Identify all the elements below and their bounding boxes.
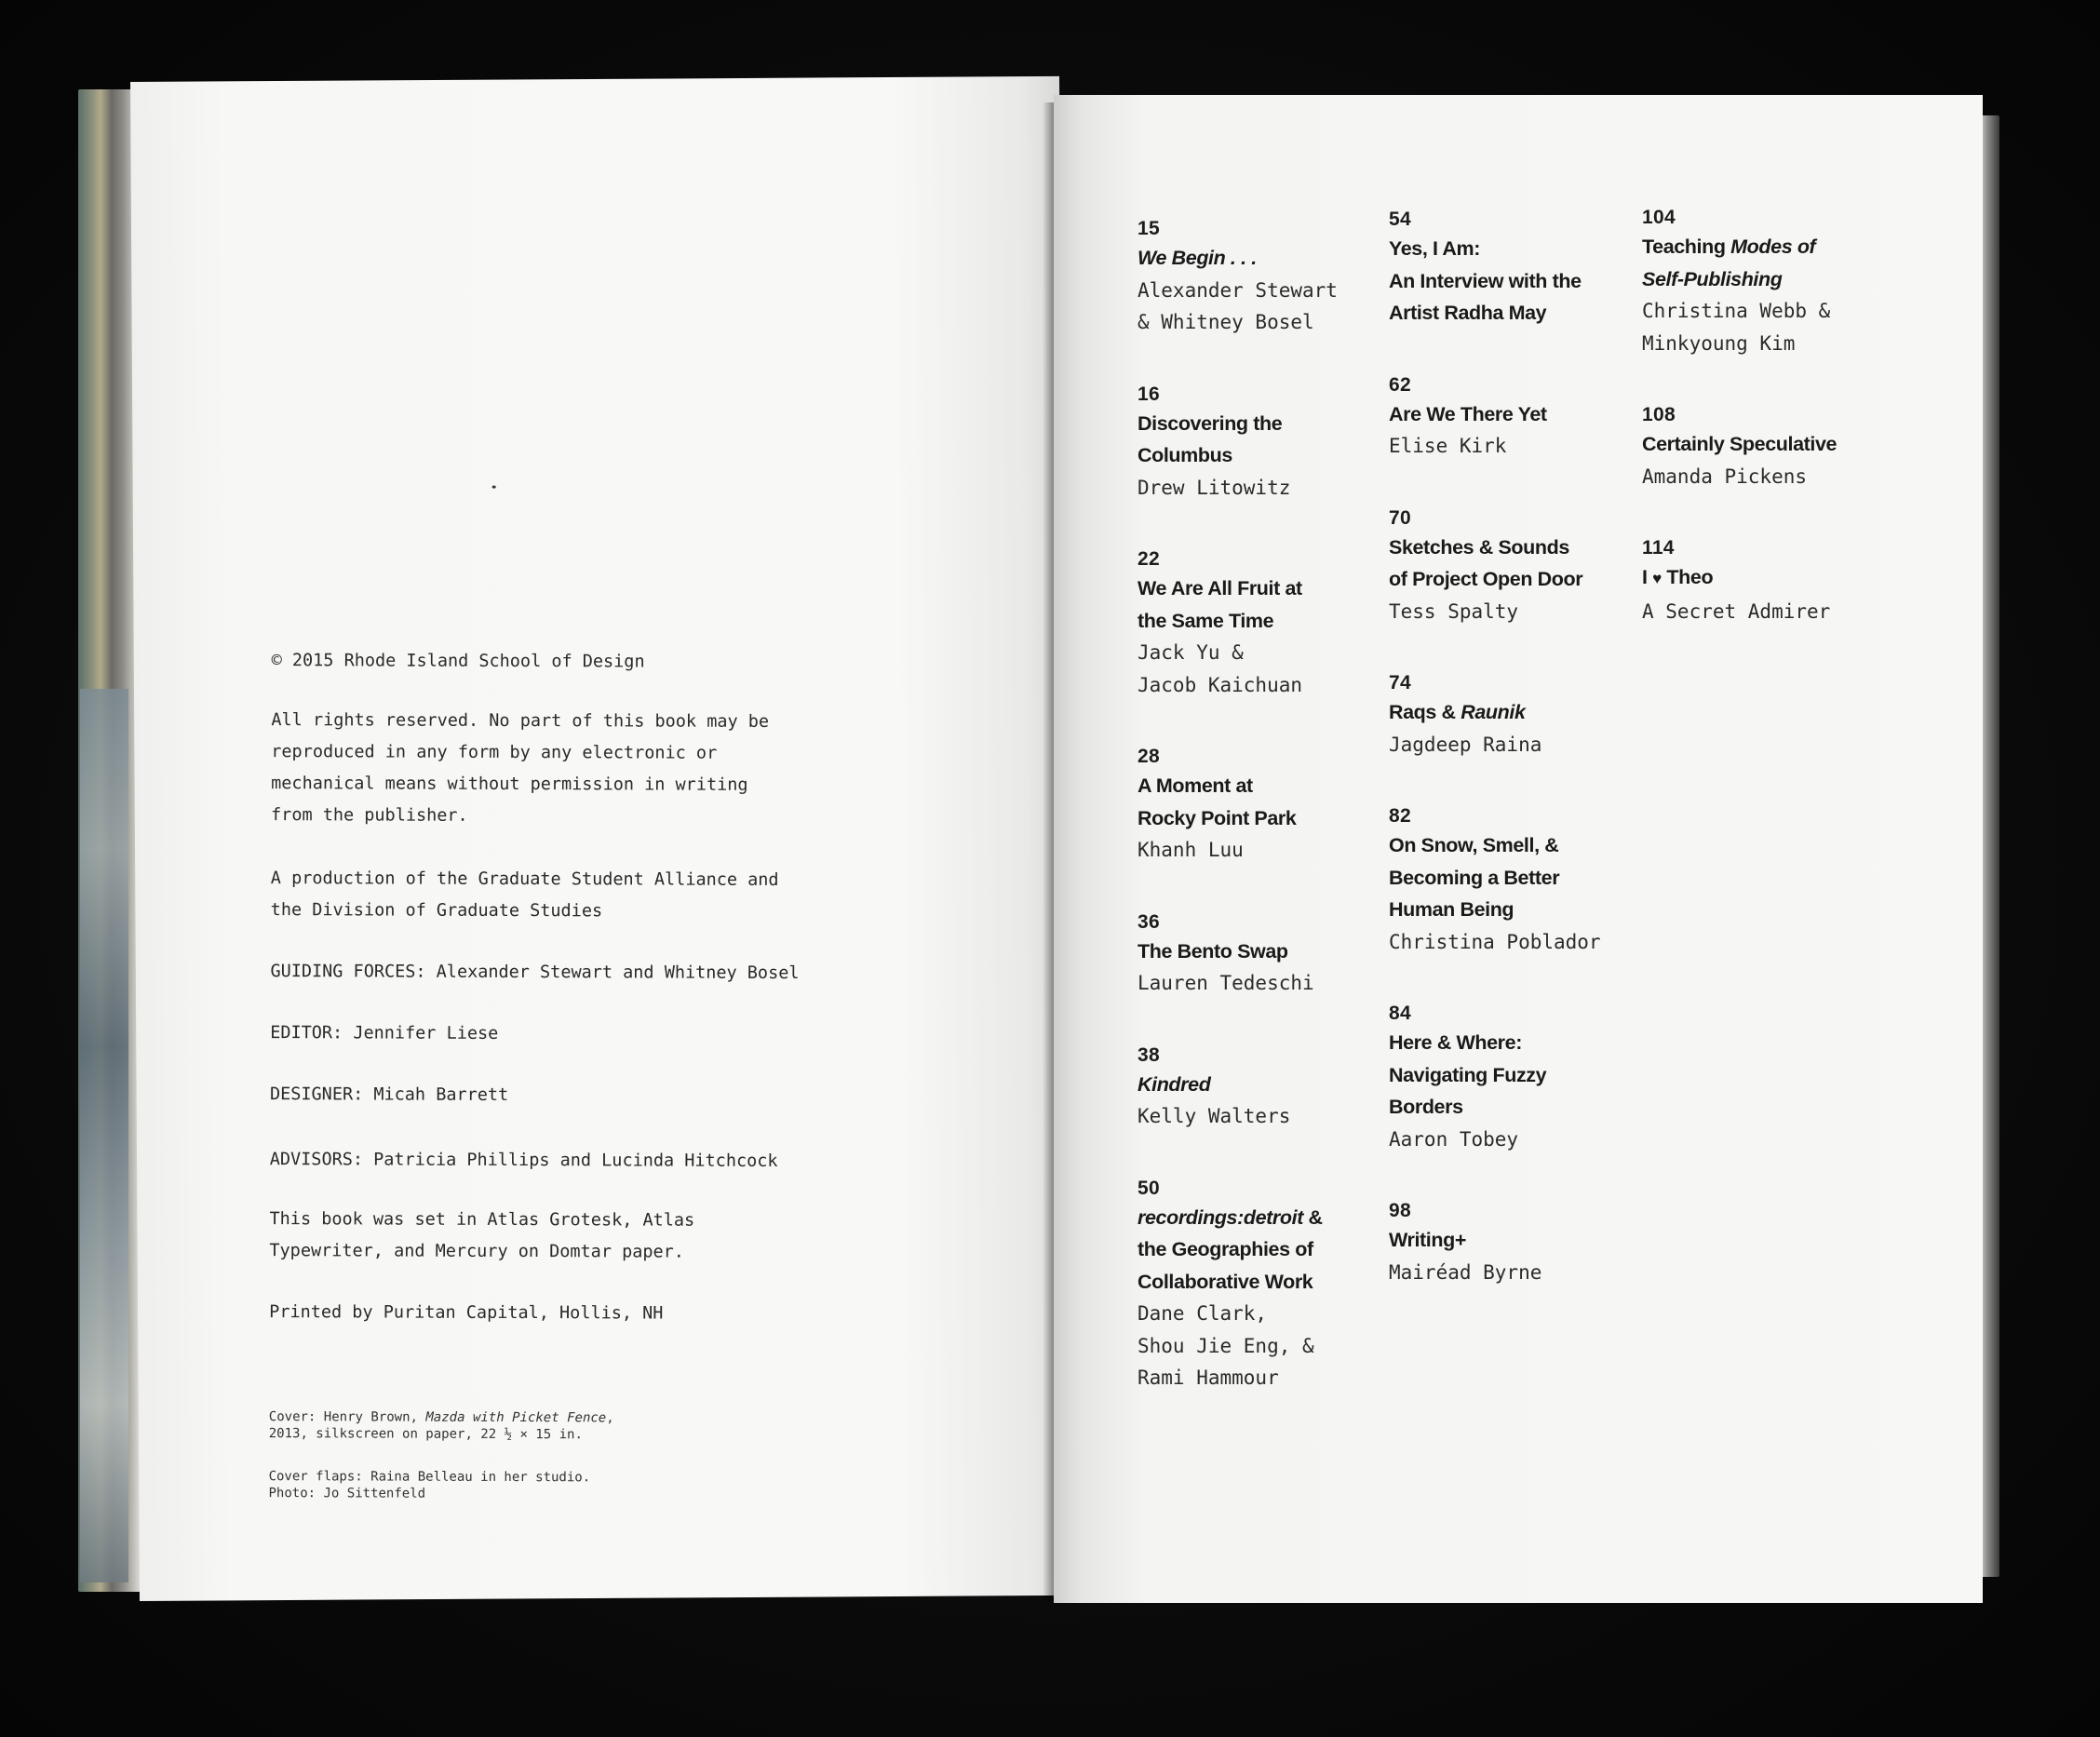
entry-page-number: 28 [1138, 746, 1160, 767]
entry-title: Borders [1389, 1096, 1463, 1118]
entry-page-number: 70 [1389, 506, 1411, 529]
entry-page-number: 50 [1138, 1177, 1160, 1199]
entry-title-italic: Modes of [1730, 236, 1816, 258]
cover-credit-suffix: , [606, 1410, 614, 1426]
rights-line: mechanical means without permission in writing [271, 774, 748, 795]
entry-author: Aaron Tobey [1389, 1127, 1519, 1151]
entry-title: Navigating Fuzzy [1389, 1063, 1547, 1086]
rights-statement [271, 705, 801, 833]
entry-title: A Moment at [1138, 774, 1253, 797]
entry-author: Lauren Tedeschi [1138, 972, 1314, 994]
entry-title: Sketches & Sounds [1389, 535, 1569, 559]
entry-title: On Snow, Smell, & [1389, 834, 1559, 856]
entry-title: the Geographies of [1138, 1238, 1313, 1260]
cover-credit [269, 1408, 798, 1444]
cover-flaps-credit [268, 1468, 797, 1503]
typeset-statement [269, 1204, 798, 1269]
cover-flaps-line: Photo: Jo Sittenfeld [268, 1486, 426, 1501]
entry-title: Certainly Speculative [1642, 433, 1838, 455]
rights-line: All rights reserved. No part of this book may be [271, 710, 770, 732]
entry-title: Kindred [1138, 1072, 1211, 1096]
toc-entry [1642, 535, 1884, 627]
entry-page-number: 84 [1389, 1003, 1411, 1024]
entry-title: Yes, I Am: [1389, 237, 1480, 260]
right-page [1054, 95, 1983, 1603]
entry-title: Raqs & [1389, 701, 1461, 723]
entry-title: I [1642, 566, 1653, 588]
cover-credit-prefix: Cover: Henry Brown, [268, 1409, 426, 1425]
entry-title: Human Being [1389, 898, 1514, 921]
editor-credit: EDITOR: Jennifer Liese [270, 1023, 499, 1044]
advisors-credit: ADVISORS: Patricia Phillips and Lucinda Hitchcock [269, 1150, 778, 1171]
toc-entry [1389, 372, 1631, 463]
entry-author: Drew Litowitz [1138, 476, 1291, 499]
entry-title: We Are All Fruit at [1138, 577, 1302, 599]
entry-title: We Begin . . . [1138, 247, 1257, 269]
toc-entry [1138, 909, 1380, 1000]
entry-page-number: 54 [1389, 209, 1411, 230]
toc-entry [1138, 382, 1380, 505]
entry-page-number: 15 [1138, 218, 1160, 239]
toc-entry [1389, 1001, 1631, 1155]
entry-author: Khanh Luu [1138, 839, 1244, 861]
entry-author: Christina Poblador [1389, 930, 1601, 953]
entry-page-number: 114 [1642, 537, 1675, 559]
entry-title: Becoming a Better [1389, 866, 1560, 889]
entry-title: of Project Open Door [1389, 568, 1583, 590]
toc-entry [1138, 1043, 1380, 1133]
toc-entry [1138, 216, 1380, 339]
entry-title: Columbus [1138, 444, 1232, 466]
entry-author: Elise Kirk [1389, 435, 1507, 457]
typeset-line: This book was set in Atlas Grotesk, Atlas [269, 1209, 695, 1231]
toc-entry [1389, 505, 1631, 628]
entry-title: Discovering the [1138, 411, 1283, 435]
entry-author: Alexander Stewart [1138, 278, 1338, 302]
entry-title: the Same Time [1138, 609, 1274, 632]
entry-page-number: 38 [1138, 1044, 1160, 1066]
entry-title: Collaborative Work [1138, 1270, 1313, 1293]
copyright-line: © 2015 Rhode Island School of Design [271, 651, 645, 672]
toc-entry [1138, 1176, 1380, 1394]
toc-column-1 [1138, 216, 1380, 1437]
entry-author: Jack Yu & [1138, 641, 1244, 664]
entry-page-number: 82 [1389, 805, 1411, 827]
rights-line: from the publisher. [271, 805, 468, 826]
toc-entry [1389, 207, 1631, 330]
entry-page-number: 22 [1138, 548, 1160, 570]
entry-title-italic: Self-Publishing [1642, 267, 1783, 290]
cover-flaps-line: Cover flaps: Raina Belleau in her studio. [268, 1469, 591, 1486]
entry-title: Are We There Yet [1389, 402, 1547, 425]
entry-author: Kelly Walters [1138, 1105, 1291, 1127]
entry-author: Dane Clark, [1138, 1302, 1268, 1325]
entry-page-number: 74 [1389, 672, 1411, 693]
entry-author: Amanda Pickens [1642, 465, 1808, 488]
paper-speck [492, 486, 496, 489]
entry-title: Artist Radha May [1389, 302, 1547, 324]
rights-line: reproduced in any form by any electronic or [271, 742, 718, 763]
left-page [130, 76, 1069, 1601]
entry-author: Jagdeep Raina [1389, 733, 1542, 756]
colophon [268, 645, 800, 1503]
production-line: A production of the Graduate Student Alliance and [270, 868, 779, 890]
entry-page-number: 104 [1642, 207, 1676, 228]
entry-title: Theo [1661, 566, 1714, 588]
toc-entry [1138, 546, 1380, 701]
toc-entry [1642, 205, 1884, 359]
entry-title: Writing+ [1389, 1229, 1466, 1251]
typeset-line: Typewriter, and Mercury on Domtar paper. [269, 1241, 684, 1262]
entry-title-italic: Raunik [1461, 701, 1526, 723]
entry-page-number: 108 [1642, 404, 1676, 425]
cover-flap-photo-edge [80, 689, 128, 1582]
production-line: the Division of Graduate Studies [270, 900, 603, 922]
toc-entry [1642, 402, 1884, 492]
entry-title: Teaching [1642, 236, 1731, 258]
toc-entry [1389, 1198, 1631, 1288]
toc-column-3 [1642, 205, 1884, 670]
toc-entry [1389, 670, 1631, 761]
entry-title: The Bento Swap [1138, 939, 1288, 963]
designer-credit: DESIGNER: Micah Barrett [269, 1084, 509, 1105]
entry-title: Rocky Point Park [1138, 806, 1297, 829]
entry-title: An Interview with the [1389, 269, 1582, 292]
entry-author: Mairéad Byrne [1389, 1260, 1542, 1284]
entry-author: Rami Hammour [1138, 1367, 1279, 1389]
entry-page-number: 98 [1389, 1200, 1411, 1221]
toc-column-2 [1389, 207, 1631, 1331]
entry-author: & Whitney Bosel [1138, 311, 1314, 333]
production-statement [271, 863, 800, 928]
entry-author: Tess Spalty [1389, 599, 1519, 623]
entry-title: & [1302, 1205, 1323, 1229]
entry-author: Minkyoung Kim [1642, 331, 1796, 355]
entry-title-italic: recordings:detroit [1138, 1205, 1303, 1229]
toc-entry [1138, 744, 1380, 867]
entry-title: Here & Where: [1389, 1031, 1522, 1054]
toc-entry [1389, 803, 1631, 958]
entry-author: A Secret Admirer [1642, 599, 1831, 623]
entry-page-number: 62 [1389, 373, 1411, 396]
entry-page-number: 16 [1138, 383, 1160, 405]
guiding-forces-credit: GUIDING FORCES: Alexander Stewart and Whitney Bosel [270, 962, 800, 984]
heart-icon: ♥ [1652, 570, 1662, 587]
entry-author: Jacob Kaichuan [1138, 673, 1303, 696]
printer-credit: Printed by Puritan Capital, Hollis, NH [269, 1302, 664, 1324]
cover-artwork-title: Mazda with Picket Fence [425, 1409, 607, 1426]
entry-page-number: 36 [1138, 910, 1160, 933]
cover-credit-line2: 2013, silkscreen on paper, 22 ½ × 15 in. [268, 1426, 583, 1443]
entry-author: Shou Jie Eng, & [1138, 1334, 1314, 1357]
entry-author: Christina Webb & [1642, 300, 1831, 322]
